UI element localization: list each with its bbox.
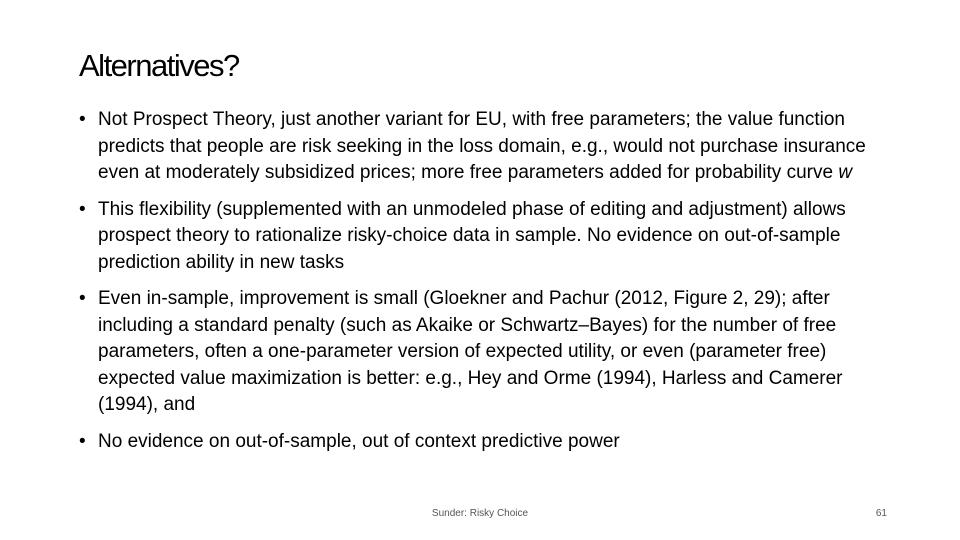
footer-text: Sunder: Risky Choice bbox=[431, 508, 529, 519]
bullet-text: This flexibility (supplemented with an unmodeled phase of editing and adjustment) allows prospect theory to rationalize risky-choice data in sample. No evidence on out-of-sample prediction ability in new tasks bbox=[98, 198, 846, 273]
bullet-item bbox=[79, 429, 879, 456]
slide-title: Alternatives? bbox=[79, 48, 239, 83]
bullet-item bbox=[79, 286, 879, 419]
bullet-text: No evidence on out-of-sample, out of context predictive power bbox=[98, 430, 620, 452]
bullet-list bbox=[79, 107, 879, 465]
bullet-item bbox=[79, 107, 879, 187]
bullet-item bbox=[79, 197, 879, 277]
bullet-text: Even in-sample, improvement is small (Gloekner and Pachur (2012, Figure 2, 29); after including a standard penalty (such as Akaike or Schwartz–Bayes) for the number of free parameters, often a one-parameter version of expected utility, or even (parameter free) expected value maximization is better: e.g., Hey and Orme (1994), Harless and Camerer (1994), and bbox=[98, 288, 843, 415]
page-number: 61 bbox=[875, 508, 887, 519]
bullet-italic-text: w bbox=[838, 162, 853, 183]
bullet-text: Not Prospect Theory, just another variant for EU, with free parameters; the value function predicts that people are risk seeking in the loss domain, e.g., would not purchase insurance even at moderately subsidized prices; more free parameters added for probability curve bbox=[98, 109, 866, 183]
